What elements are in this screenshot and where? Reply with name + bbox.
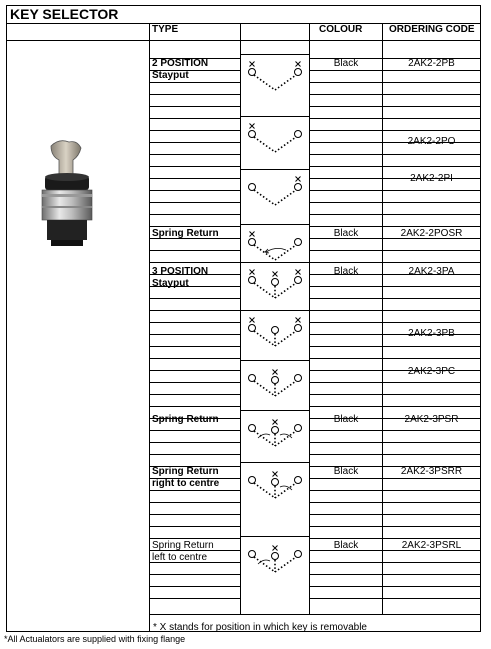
row-divider bbox=[309, 454, 480, 455]
position-circle-icon bbox=[249, 425, 256, 432]
dotted-path bbox=[275, 381, 296, 396]
position-circle-icon bbox=[249, 325, 256, 332]
x-removable-key-icon bbox=[273, 370, 278, 375]
row-divider bbox=[309, 154, 480, 155]
switch-position-diagram bbox=[242, 310, 308, 356]
row-divider bbox=[309, 190, 480, 191]
switch-position-diagram bbox=[242, 169, 308, 215]
row-divider bbox=[149, 382, 240, 383]
row-divider bbox=[309, 478, 480, 479]
switch-position-diagram bbox=[242, 360, 308, 406]
switch-position-diagram bbox=[242, 116, 308, 162]
row-type-label: 2 POSITION bbox=[152, 58, 209, 69]
position-circle-icon bbox=[272, 279, 279, 286]
row-divider bbox=[309, 562, 480, 563]
row-divider bbox=[149, 370, 240, 371]
row-divider bbox=[309, 118, 480, 119]
switch-position-diagram bbox=[242, 410, 308, 456]
x-removable-key-icon bbox=[250, 232, 255, 237]
switch-position-diagram bbox=[242, 54, 308, 100]
key-selector-switch-photo bbox=[37, 136, 97, 251]
x-removable-key-icon bbox=[296, 177, 301, 182]
row-divider bbox=[149, 442, 240, 443]
row-divider bbox=[309, 82, 480, 83]
row-divider bbox=[149, 298, 240, 299]
position-circle-icon bbox=[272, 479, 279, 486]
row-divider bbox=[309, 346, 480, 347]
row-divider bbox=[149, 514, 240, 515]
row-divider bbox=[309, 442, 480, 443]
row-ordering-code: 2AK2-3PC bbox=[407, 366, 456, 377]
position-circle-icon bbox=[295, 69, 302, 76]
dotted-path bbox=[254, 483, 275, 498]
position-circle-icon bbox=[272, 427, 279, 434]
row-divider bbox=[309, 406, 480, 407]
row-divider bbox=[309, 94, 480, 95]
dotted-path bbox=[275, 137, 296, 152]
position-circle-icon bbox=[295, 239, 302, 246]
dotted-path bbox=[254, 190, 275, 205]
dotted-path bbox=[275, 483, 296, 498]
x-removable-key-icon bbox=[296, 62, 301, 67]
row-divider bbox=[309, 490, 480, 491]
x-removable-key-icon bbox=[273, 546, 278, 551]
row-type-label: Stayput bbox=[152, 70, 189, 81]
row-divider bbox=[149, 454, 240, 455]
row-divider bbox=[149, 106, 240, 107]
position-circle-icon bbox=[295, 425, 302, 432]
note-divider bbox=[149, 614, 480, 615]
row-divider bbox=[309, 202, 480, 203]
dotted-path bbox=[275, 190, 296, 205]
row-divider bbox=[149, 406, 240, 407]
switch-position-diagram bbox=[242, 262, 308, 308]
row-ordering-code: 2AK2-2POSR bbox=[400, 228, 463, 239]
row-divider bbox=[149, 130, 240, 131]
row-divider bbox=[149, 310, 240, 311]
row-type-label: Spring Return bbox=[152, 540, 214, 551]
position-circle-icon bbox=[249, 375, 256, 382]
row-divider bbox=[309, 502, 480, 503]
row-divider bbox=[149, 430, 240, 431]
row-divider bbox=[149, 166, 240, 167]
row-divider bbox=[309, 574, 480, 575]
row-ordering-code: 2AK2-2PI bbox=[410, 173, 453, 184]
row-divider bbox=[149, 538, 240, 539]
row-divider bbox=[149, 82, 240, 83]
x-removable-key-icon bbox=[296, 270, 301, 275]
row-divider bbox=[309, 70, 480, 71]
position-circle-icon bbox=[249, 239, 256, 246]
dotted-path bbox=[254, 245, 275, 260]
row-ordering-code: 2AK2-3PSR bbox=[404, 414, 459, 425]
row-divider bbox=[309, 298, 480, 299]
row-type-label: Spring Return bbox=[152, 228, 219, 239]
row-divider bbox=[149, 94, 240, 95]
row-divider bbox=[309, 394, 480, 395]
row-divider bbox=[149, 394, 240, 395]
title-bar bbox=[7, 6, 480, 24]
row-divider bbox=[309, 430, 480, 431]
dotted-path bbox=[254, 431, 275, 446]
row-ordering-code: 2AK2-2PO bbox=[407, 136, 456, 147]
row-divider bbox=[149, 214, 240, 215]
x-removable-key-icon bbox=[296, 318, 301, 323]
position-circle-icon bbox=[295, 325, 302, 332]
position-circle-icon bbox=[295, 277, 302, 284]
row-ordering-code: 2AK2-3PSRR bbox=[400, 466, 463, 477]
x-removable-key-icon bbox=[250, 62, 255, 67]
x-removable-key-icon bbox=[273, 472, 278, 477]
row-divider bbox=[309, 166, 480, 167]
row-type-label: right to centre bbox=[152, 478, 220, 489]
row-divider bbox=[149, 574, 240, 575]
position-circle-icon bbox=[295, 184, 302, 191]
position-circle-icon bbox=[272, 327, 279, 334]
row-divider bbox=[309, 106, 480, 107]
position-circle-icon bbox=[272, 553, 279, 560]
position-circle-icon bbox=[249, 131, 256, 138]
row-colour: Black bbox=[333, 266, 359, 277]
row-divider bbox=[149, 250, 240, 251]
row-type-label: Stayput bbox=[152, 278, 189, 289]
row-divider bbox=[149, 154, 240, 155]
row-colour: Black bbox=[333, 466, 359, 477]
page-title: KEY SELECTOR bbox=[10, 6, 119, 22]
row-divider bbox=[149, 502, 240, 503]
dotted-path bbox=[275, 245, 296, 260]
spring-return-arrow-icon bbox=[266, 248, 286, 252]
position-circle-icon bbox=[295, 131, 302, 138]
row-divider bbox=[309, 286, 480, 287]
x-removable-key-icon bbox=[250, 318, 255, 323]
header-type: TYPE bbox=[152, 24, 179, 35]
row-divider bbox=[149, 526, 240, 527]
row-ordering-code: 2AK2-3PA bbox=[408, 266, 455, 277]
row-divider bbox=[149, 226, 240, 227]
x-removable-key-icon bbox=[273, 272, 278, 277]
dotted-path bbox=[275, 283, 296, 298]
row-divider bbox=[309, 514, 480, 515]
row-divider bbox=[309, 262, 480, 263]
column-divider bbox=[240, 24, 241, 614]
position-circle-icon bbox=[249, 277, 256, 284]
dotted-path bbox=[254, 283, 275, 298]
dotted-path bbox=[254, 331, 275, 346]
key-selector-table bbox=[6, 5, 481, 632]
header-ordering-code: ORDERING CODE bbox=[389, 24, 475, 35]
row-divider bbox=[149, 598, 240, 599]
row-divider bbox=[149, 358, 240, 359]
position-circle-icon bbox=[295, 375, 302, 382]
position-circle-icon bbox=[249, 551, 256, 558]
footer-note: *All Actualators are supplied with fixing flange bbox=[4, 634, 186, 644]
row-divider bbox=[149, 334, 240, 335]
dotted-path bbox=[254, 381, 275, 396]
row-divider bbox=[149, 346, 240, 347]
row-divider bbox=[309, 310, 480, 311]
position-circle-icon bbox=[295, 477, 302, 484]
row-ordering-code: 2AK2-2PB bbox=[408, 58, 455, 69]
position-circle-icon bbox=[249, 477, 256, 484]
row-ordering-code: 2AK2-3PSRL bbox=[401, 540, 462, 551]
dotted-path bbox=[275, 75, 296, 90]
dotted-path bbox=[254, 137, 275, 152]
row-divider bbox=[309, 538, 480, 539]
switch-position-diagram bbox=[242, 462, 308, 508]
row-divider bbox=[149, 262, 240, 263]
row-divider bbox=[149, 190, 240, 191]
row-type-label: left to centre bbox=[152, 552, 208, 563]
x-removable-key-icon bbox=[250, 124, 255, 129]
removable-key-note: * X stands for position in which key is removable bbox=[153, 622, 367, 633]
row-divider bbox=[149, 202, 240, 203]
dotted-path bbox=[275, 431, 296, 446]
dotted-path bbox=[275, 331, 296, 346]
dotted-path bbox=[275, 557, 296, 572]
dotted-path bbox=[254, 75, 275, 90]
row-divider bbox=[149, 142, 240, 143]
row-divider bbox=[309, 214, 480, 215]
switch-position-diagram bbox=[242, 536, 308, 582]
row-divider bbox=[149, 178, 240, 179]
row-ordering-code: 2AK2-3PB bbox=[408, 328, 455, 339]
row-type-label: Spring Return bbox=[152, 466, 219, 477]
header-divider bbox=[7, 40, 480, 41]
row-divider bbox=[309, 250, 480, 251]
row-colour: Black bbox=[333, 58, 359, 69]
row-colour: Black bbox=[333, 540, 359, 551]
position-circle-icon bbox=[295, 551, 302, 558]
row-colour: Black bbox=[333, 228, 359, 239]
row-divider bbox=[309, 586, 480, 587]
row-divider bbox=[309, 226, 480, 227]
row-divider bbox=[149, 322, 240, 323]
row-divider bbox=[149, 118, 240, 119]
row-type-label: 3 POSITION bbox=[152, 266, 209, 277]
row-colour: Black bbox=[333, 414, 359, 425]
row-type-label: Spring Return bbox=[152, 414, 219, 425]
row-divider bbox=[309, 358, 480, 359]
position-circle-icon bbox=[249, 69, 256, 76]
row-divider bbox=[309, 130, 480, 131]
x-removable-key-icon bbox=[250, 270, 255, 275]
header-colour: COLOUR bbox=[319, 24, 363, 35]
row-divider bbox=[309, 598, 480, 599]
row-divider bbox=[309, 382, 480, 383]
x-removable-key-icon bbox=[273, 420, 278, 425]
row-divider bbox=[309, 322, 480, 323]
column-divider bbox=[149, 24, 150, 632]
dotted-path bbox=[254, 557, 275, 572]
position-circle-icon bbox=[249, 184, 256, 191]
row-divider bbox=[149, 586, 240, 587]
position-circle-icon bbox=[272, 377, 279, 384]
row-divider bbox=[309, 526, 480, 527]
row-divider bbox=[149, 490, 240, 491]
